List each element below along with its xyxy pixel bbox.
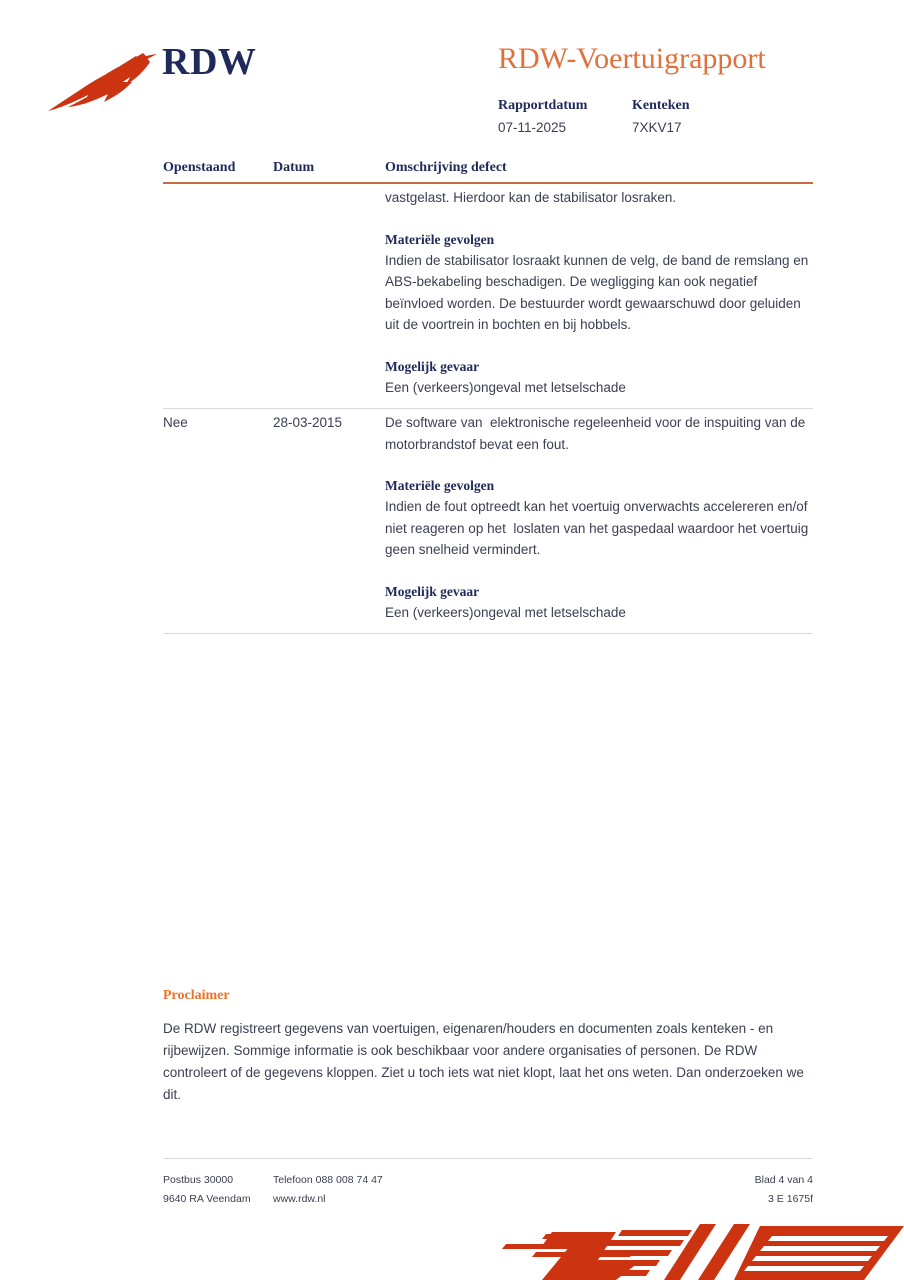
table-row [163,184,813,409]
cell-datum [273,187,385,398]
meta-field-kenteken [632,96,766,138]
page-footer [163,1158,813,1209]
meta-value-rapportdatum: 07-11-2025 [498,120,567,135]
speed-streak-graphic [484,1216,904,1280]
footer-row [163,1171,813,1190]
footer-address-line1: Postbus 30000 [163,1174,234,1186]
footer-phone: Telefoon 088 008 74 47 [273,1174,383,1186]
proclaimer-section [163,988,813,1106]
meta-field-rapportdatum [498,96,632,138]
section-heading-materiele-gevolgen: Materiële gevolgen [385,231,495,247]
section-body-materiele-gevolgen: Indien de fout optreedt kan het voertuig onverwachts accelereren en/of niet reageren op het loslaten van het gaspedaal waardoor het voertuig geen snelheid vermindert. [385,499,813,557]
cell-omschrijving [385,412,813,623]
section-body-mogelijk-gevaar: Een (verkeers)ongeval met letselschade [385,604,626,620]
meta-label-kenteken: Kenteken [632,98,690,113]
meta-value-kenteken: 7XKV17 [632,120,682,135]
column-header-omschrijving: Omschrijving defect [385,160,507,175]
cell-openstaand: Nee [163,415,188,430]
section-heading-mogelijk-gevaar: Mogelijk gevaar [385,358,480,374]
table-header-row [163,160,813,184]
defect-description: vastgelast. Hierdoor kan de stabilisator losraken. [385,190,677,205]
footer-row [163,1190,813,1209]
cell-datum: 28-03-2015 [273,415,343,430]
column-header-openstaand: Openstaand [163,160,236,175]
section-heading-mogelijk-gevaar: Mogelijk gevaar [385,583,480,599]
section-body-materiele-gevolgen: Indien de stabilisator losraakt kunnen de velg, de band de remslang en ABS-bekabeling beschadigen. De wegligging kan ook negatief beïnvloed worden. De bestuurder wordt gewaarschuwd door geluiden uit de voortrein in bochten en bij hobbels. [385,252,812,332]
rdw-wordmark: RDW [162,41,257,83]
cell-openstaand [163,187,273,398]
table-row [163,409,813,634]
section-heading-materiele-gevolgen: Materiële gevolgen [385,478,495,493]
proclaimer-body: De RDW registreert gegevens van voertuigen, eigenaren/houders en documenten zoals kenteken - en rijbewijzen. Sommige informatie is ook beschikbaar voor andere organisaties of personen. De RDW controleert of de gegevens kloppen. Ziet u toch iets wat niet klopt, laat het ons weten. Dan onderzoeken we dit. [163,1021,804,1102]
footer-address-line2: 9640 RA Veendam [163,1193,251,1205]
report-meta-labels [498,96,828,138]
rdw-logo [44,32,304,112]
report-meta [498,96,828,138]
proclaimer-title: Proclaimer [163,988,230,1003]
rdw-feather-icon [44,52,164,112]
page-title: RDW-Voertuigrapport [498,42,766,75]
footer-doc-code: 3 E 1675f [768,1193,813,1205]
defect-description: De software van elektronische regeleenheid voor de inspuiting van de motorbrandstof bevat een fout. [385,415,810,452]
meta-label-rapportdatum: Rapportdatum [498,98,588,113]
footer-page-number: Blad 4 van 4 [754,1174,813,1186]
section-body-mogelijk-gevaar: Een (verkeers)ongeval met letselschade [385,379,626,395]
column-header-datum: Datum [273,160,315,175]
footer-website: www.rdw.nl [273,1193,326,1205]
defect-table [163,160,813,634]
cell-omschrijving [385,187,813,398]
